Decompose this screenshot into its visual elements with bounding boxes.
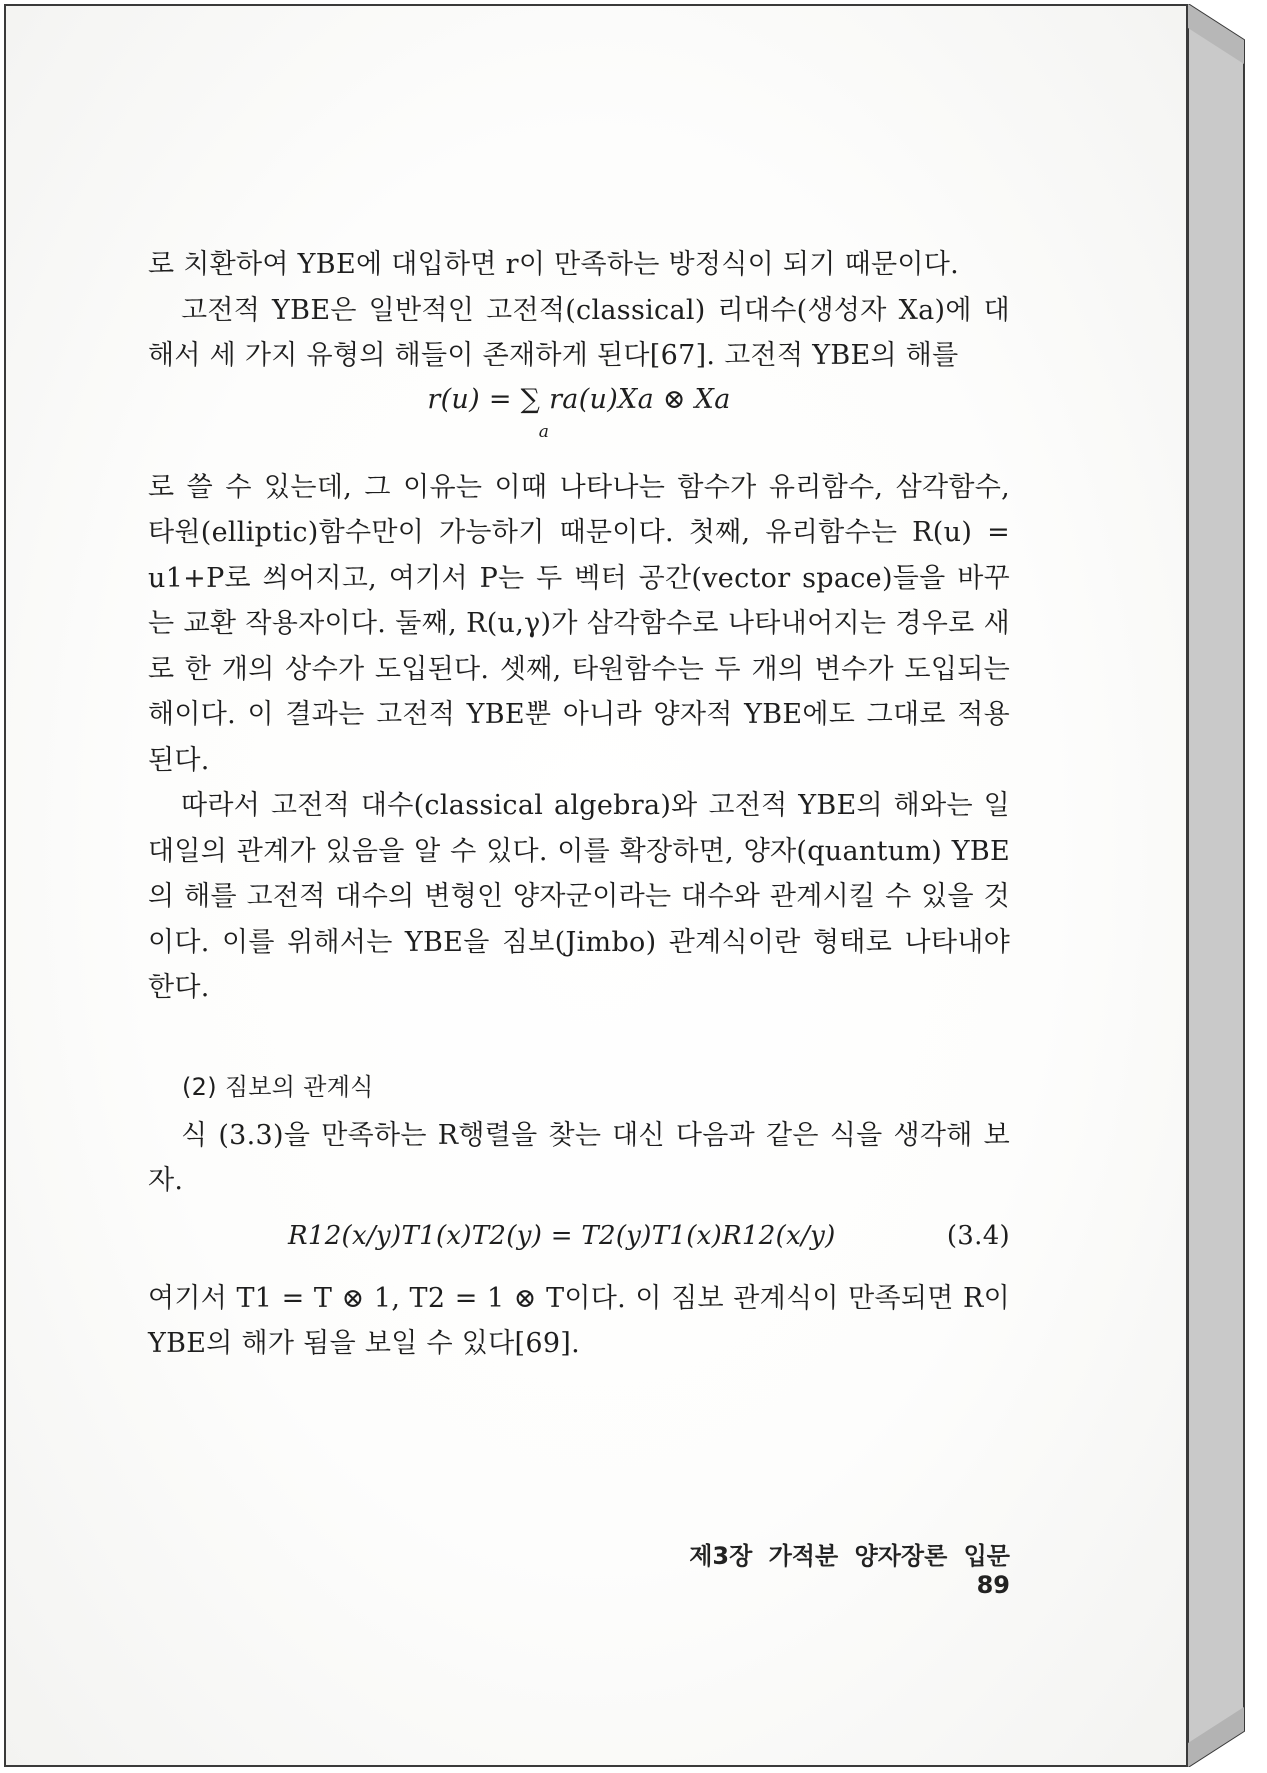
page-number: 89 — [976, 1571, 1010, 1599]
paragraph-continuation: 로 치환하여 YBE에 대입하면 r이 만족하는 방정식이 되기 때문이다. — [148, 249, 959, 280]
paragraph-solution-types: 로 쓸 수 있는데, 그 이유는 이때 나타나는 함수가 유리함수, 삼각함수, 타원(elliptic)함수만이 가능하기 때문이다. 첫째, 유리함수는 R(u) = u1+P로 씌어지고, 여기서 P는 두 벡터 공간(vector space)들을 바꾸는 교환 작용자이다. 둘째, R(u,γ)가 삼각함수로 나타내어지는 경우로 새로 한 개의 상수가 도입된다. 셋째, 타원함수는 두 개의 변수가 도입되는 해이다. 이 결과는 고전적 YBE뿐 아니라 양자적 YBE에도 그대로 적용된다. — [148, 471, 1010, 776]
equation-3-4 — [148, 1206, 1010, 1266]
paragraph-jimbo-conclusion: 여기서 T1 = T ⊗ 1, T2 = 1 ⊗ T이다. 이 짐보 관계식이 만족되면 R이 YBE의 해가 됨을 보일 수 있다[69]. — [148, 1282, 1010, 1359]
formula-r-sum — [148, 385, 1010, 447]
equation-number: (3.4) — [946, 1220, 1010, 1251]
paragraph-classical-algebra: 따라서 고전적 대수(classical algebra)와 고전적 YBE의 해와는 일대일의 관계가 있음을 알 수 있다. 이를 확장하면, 양자(quantum) YBE의 해를 고전적 대수의 변형인 양자군이라는 대수와 관계시킬 수 있을 것이다. 이를 위해서는 YBE을 짐보(Jimbo) 관계식이란 형태로 나타내야 한다. — [148, 790, 1010, 1003]
page-footer — [620, 1536, 1010, 1599]
paragraph-jimbo-intro: 식 (3.3)을 만족하는 R행렬을 찾는 대신 다음과 같은 식을 생각해 보자. — [148, 1119, 1010, 1196]
paragraph-classical-ybe: 고전적 YBE은 일반적인 고전적(classical) 리대수(생성자 Xa)에 대해서 세 가지 유형의 해들이 존재하게 된다[67]. 고전적 YBE의 해를 — [148, 294, 1010, 371]
equation-3-4-expression: R12(x/y)T1(x)T2(y) = T2(y)T1(x)R12(x/y) — [288, 1220, 836, 1251]
formula-r-sum-index: a — [538, 421, 550, 442]
running-title: 제3장 가적분 양자장론 입문 — [689, 1542, 1010, 1570]
formula-r-sum-expression: r(u) = ∑ ra(u)Xa ⊗ Xa — [427, 383, 731, 415]
page-content — [148, 242, 1010, 1367]
book-spine-edge — [1188, 4, 1248, 1767]
section-heading-jimbo: (2) 짐보의 관계식 — [182, 1072, 374, 1101]
